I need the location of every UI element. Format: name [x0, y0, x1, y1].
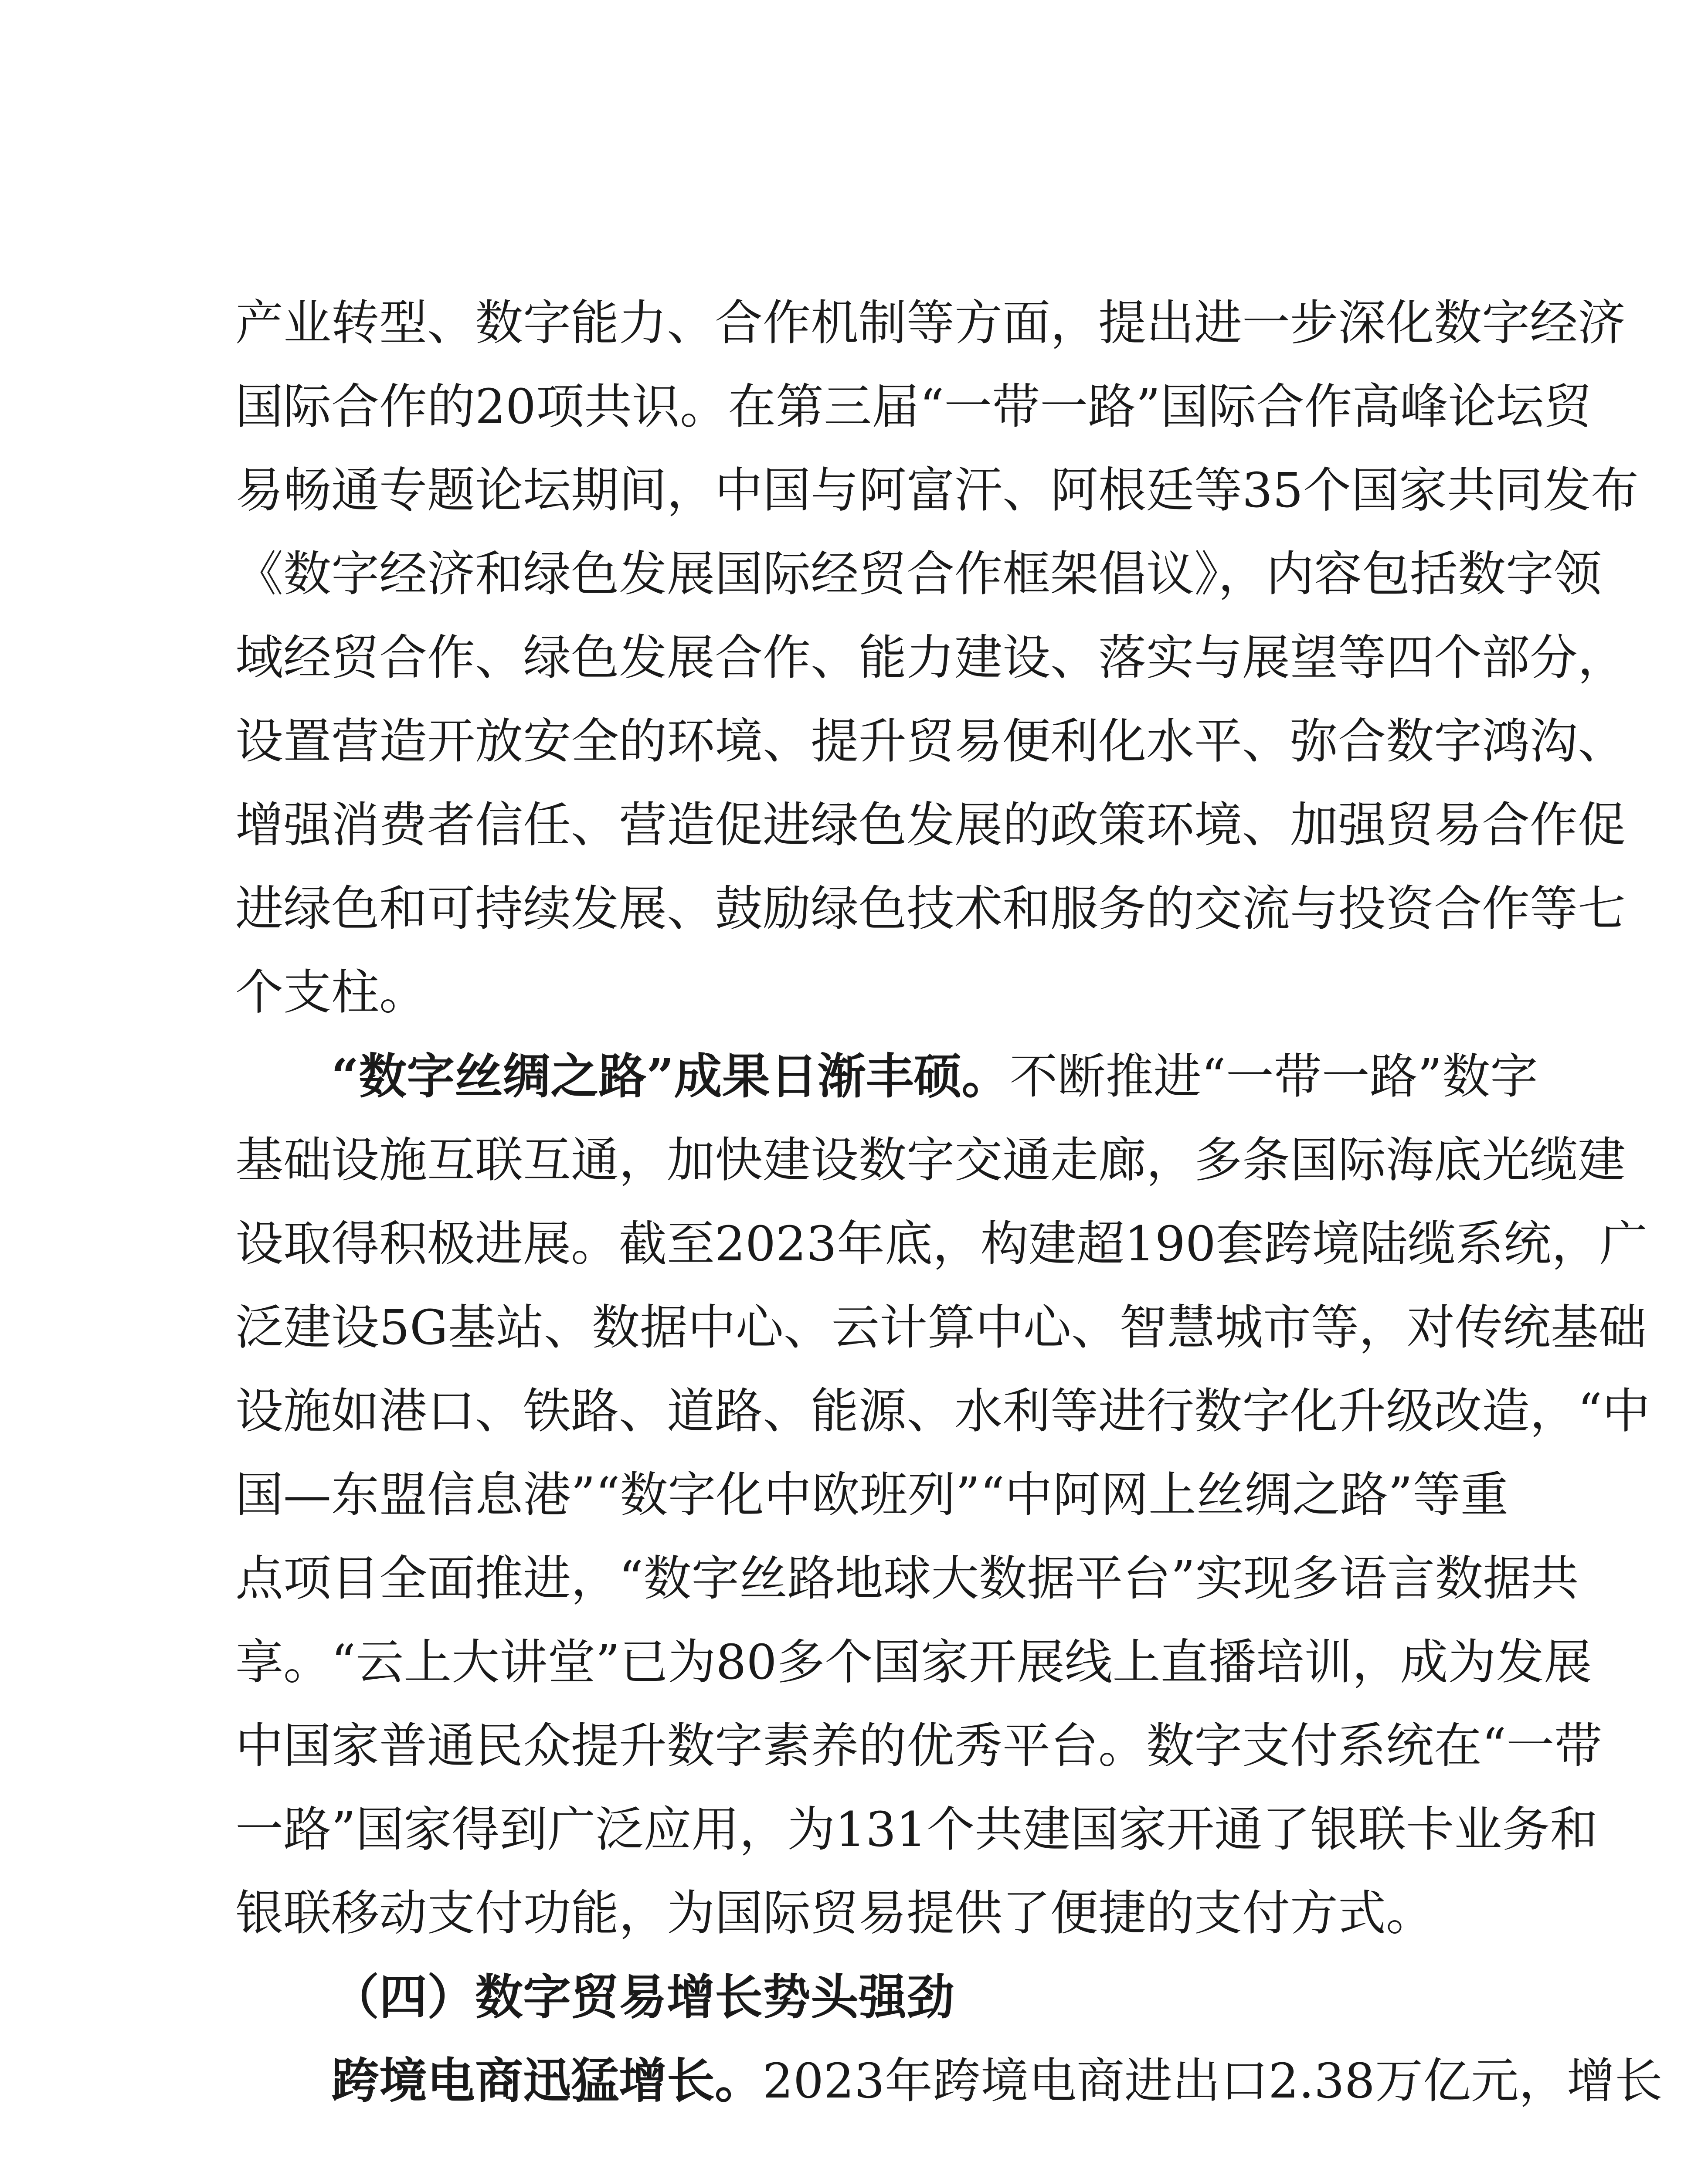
paragraph-1-line-6: 设置营造开放安全的环境、提升贸易便利化水平、弥合数字鸿沟、 [235, 713, 1626, 769]
paragraph-3-text: 2023年跨境电商进出口2.38万亿元，增长 [763, 2053, 1663, 2109]
paragraph-2-line-10: 一路”国家得到广泛应用，为131个共建国家开通了银联卡业务和 [235, 1802, 1598, 1857]
paragraph-2-line-3: 设取得积极进展。截至2023年底，构建超190套跨境陆缆系统，广 [235, 1216, 1647, 1272]
paragraph-2-line-1-text: 不断推进“一带一路”数字 [1009, 1049, 1538, 1104]
paragraph-1-line-7: 增强消费者信任、营造促进绿色发展的政策环境、加强贸易合作促 [235, 797, 1626, 853]
paragraph-2-line-4: 泛建设5G基站、数据中心、云计算中心、智慧城市等，对传统基础 [235, 1300, 1647, 1355]
paragraph-2-line-7: 点项目全面推进，“数字丝路地球大数据平台”实现多语言数据共 [235, 1551, 1579, 1606]
paragraph-2-line-5: 设施如港口、铁路、道路、能源、水利等进行数字化升级改造，“中 [235, 1383, 1650, 1439]
paragraph-2-line-6: 国—东盟信息港”“数字化中欧班列”“中阿网上丝绸之路”等重 [235, 1467, 1509, 1523]
paragraph-2-lead: “数字丝绸之路”成果日渐丰硕。 [331, 1048, 1010, 1104]
paragraph-1-line-3: 易畅通专题论坛期间，中国与阿富汗、阿根廷等35个国家共同发布 [235, 462, 1639, 518]
paragraph-1-line-1: 产业转型、数字能力、合作机制等方面，提出进一步深化数字经济 [235, 295, 1626, 351]
paragraph-3-lead: 跨境电商迅猛增长。 [331, 2053, 763, 2109]
paragraph-2-line-8: 享。“云上大讲堂”已为80多个国家开展线上直播培训，成为发展 [235, 1634, 1592, 1690]
paragraph-2-line-11: 银联移动支付功能，为国际贸易提供了便捷的支付方式。 [235, 1885, 1434, 1941]
paragraph-2-line-1 [331, 1044, 1538, 1109]
section-heading: （四）数字贸易增长势头强劲 [331, 1969, 954, 2025]
paragraph-1-line-5: 域经贸合作、绿色发展合作、能力建设、落实与展望等四个部分， [235, 630, 1626, 686]
paragraph-2-line-9: 中国家普通民众提升数字素养的优秀平台。数字支付系统在“一带 [235, 1718, 1603, 1774]
paragraph-1-line-2: 国际合作的20项共识。在第三届“一带一路”国际合作高峰论坛贸 [235, 379, 1592, 434]
paragraph-3-line-1 [331, 2048, 1663, 2114]
paragraph-1-line-4: 《数字经济和绿色发展国际经贸合作框架倡议》，内容包括数字领 [235, 546, 1602, 602]
paragraph-2-line-2: 基础设施互联互通，加快建设数字交通走廊，多条国际海底光缆建 [235, 1132, 1626, 1188]
paragraph-1-line-8: 进绿色和可持续发展、鼓励绿色技术和服务的交流与投资合作等七 [235, 881, 1626, 937]
paragraph-1-line-9: 个支柱。 [235, 964, 427, 1020]
